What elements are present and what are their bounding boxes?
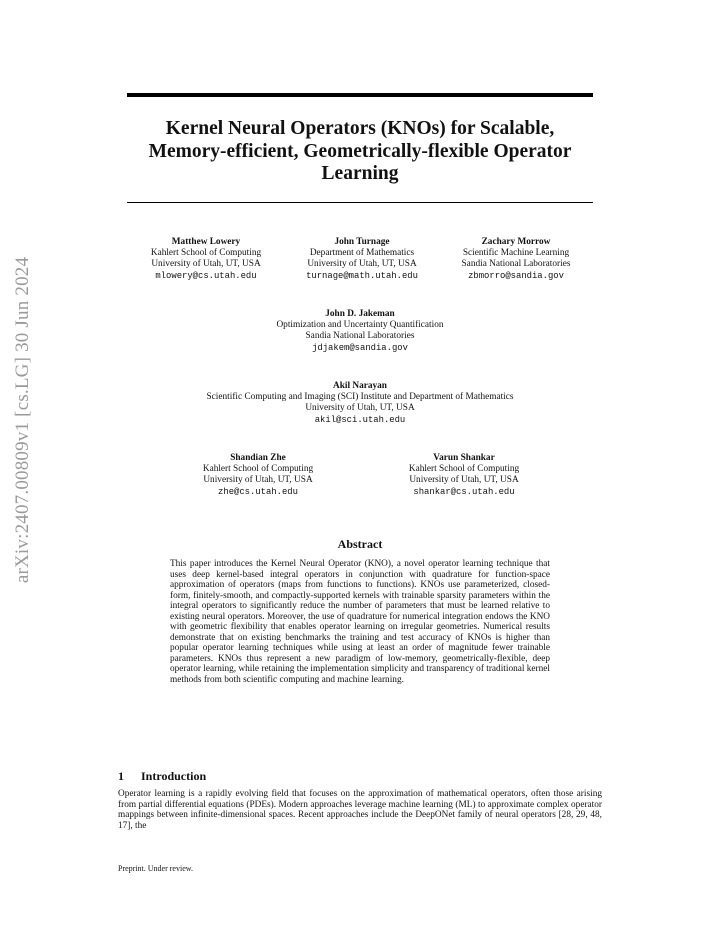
author-block	[180, 453, 336, 498]
author-affiliation: Kahlert School of Computing	[408, 464, 520, 475]
paper-title: Kernel Neural Operators (KNOs) for Scalable, Memory-efficient, Geometrically-flexible Operator Learning	[148, 118, 572, 184]
abstract-heading: Abstract	[337, 537, 383, 551]
author-block	[127, 381, 593, 426]
author-email[interactable]: akil@sci.utah.edu	[314, 414, 406, 425]
author-affiliation: Scientific Machine Learning	[462, 248, 570, 259]
author-name: John D. Jakeman	[325, 309, 395, 319]
author-affiliation: Kahlert School of Computing	[202, 464, 314, 475]
author-block	[284, 237, 440, 282]
author-email[interactable]: shankar@cs.utah.edu	[413, 486, 515, 497]
author-name: Varun Shankar	[433, 453, 495, 463]
title-top-rule	[127, 93, 593, 97]
author-affiliation: University of Utah, UT, USA	[151, 259, 261, 270]
author-affiliation: Scientific Computing and Imaging (SCI) Institute and Department of Mathematics	[206, 392, 514, 403]
author-affiliation: Kahlert School of Computing	[150, 248, 262, 259]
author-affiliation: Optimization and Uncertainty Quantification	[276, 320, 444, 331]
author-name: Shandian Zhe	[230, 453, 286, 463]
author-email[interactable]: zbmorro@sandia.gov	[468, 270, 564, 281]
author-email[interactable]: turnage@math.utah.edu	[306, 270, 418, 281]
section-title: Introduction	[141, 769, 207, 783]
author-name: Akil Narayan	[333, 381, 387, 391]
author-name: Zachary Morrow	[481, 237, 551, 247]
preprint-footer: Preprint. Under review.	[118, 864, 194, 873]
author-affiliation: Sandia National Laboratories	[461, 259, 571, 270]
author-affiliation: University of Utah, UT, USA	[307, 259, 417, 270]
section-heading	[118, 769, 206, 784]
author-affiliation: University of Utah, UT, USA	[203, 475, 313, 486]
author-affiliation: University of Utah, UT, USA	[305, 403, 415, 414]
author-affiliation: University of Utah, UT, USA	[409, 475, 519, 486]
author-affiliation: Department of Mathematics	[309, 248, 415, 259]
author-block	[386, 453, 542, 498]
author-name: John Turnage	[334, 237, 390, 247]
abstract-text: This paper introduces the Kernel Neural Operator (KNO), a novel operator learning technique that uses deep kernel-based integral operators in conjunction with quadrature for function-space approximation of operators (maps from functions to functions). KNOs use parameterized, closed-form, finitely-smooth, and compactly-supported kernels with trainable sparsity parameters within the integral operators to significantly reduce the number of parameters that must be learned relative to existing neural operators. Moreover, the use of quadrature for numerical integration endows the KNO with geometric flexibility that enables operator learning on irregular geometries. Numerical results demonstrate that on existing benchmarks the training and test accuracy of KNOs is higher than popular operator learning techniques while using at least an order of magnitude fewer trainable parameters. KNOs thus represent a new paradigm of low-memory, geometrically-flexible, deep operator learning, while retaining the implementation simplicity and transparency of traditional kernel methods from both scientific computing and machine learning.	[170, 559, 551, 686]
author-name: Matthew Lowery	[171, 237, 241, 247]
arxiv-identifier-stamp: arXiv:2407.00809v1 [cs.LG] 30 Jun 2024	[12, 256, 33, 584]
author-email[interactable]: mlowery@cs.utah.edu	[155, 270, 257, 281]
author-block	[127, 309, 593, 354]
title-bottom-rule	[127, 202, 593, 203]
section-number: 1	[118, 769, 124, 783]
introduction-paragraph: Operator learning is a rapidly evolving field that focuses on the approximation of mathematical operators, often those arising from partial differential equations (PDEs). Modern approaches leverage machine learning (ML) to approximate complex operator mappings between infinite-dimensional spaces. Recent approaches include the DeepONet family of neural operators [28, 29, 48, 17], the	[118, 789, 602, 831]
author-affiliation: Sandia National Laboratories	[305, 331, 415, 342]
author-email[interactable]: zhe@cs.utah.edu	[218, 486, 298, 497]
author-block	[438, 237, 594, 282]
author-block	[128, 237, 284, 282]
author-email[interactable]: jdjakem@sandia.gov	[312, 342, 408, 353]
